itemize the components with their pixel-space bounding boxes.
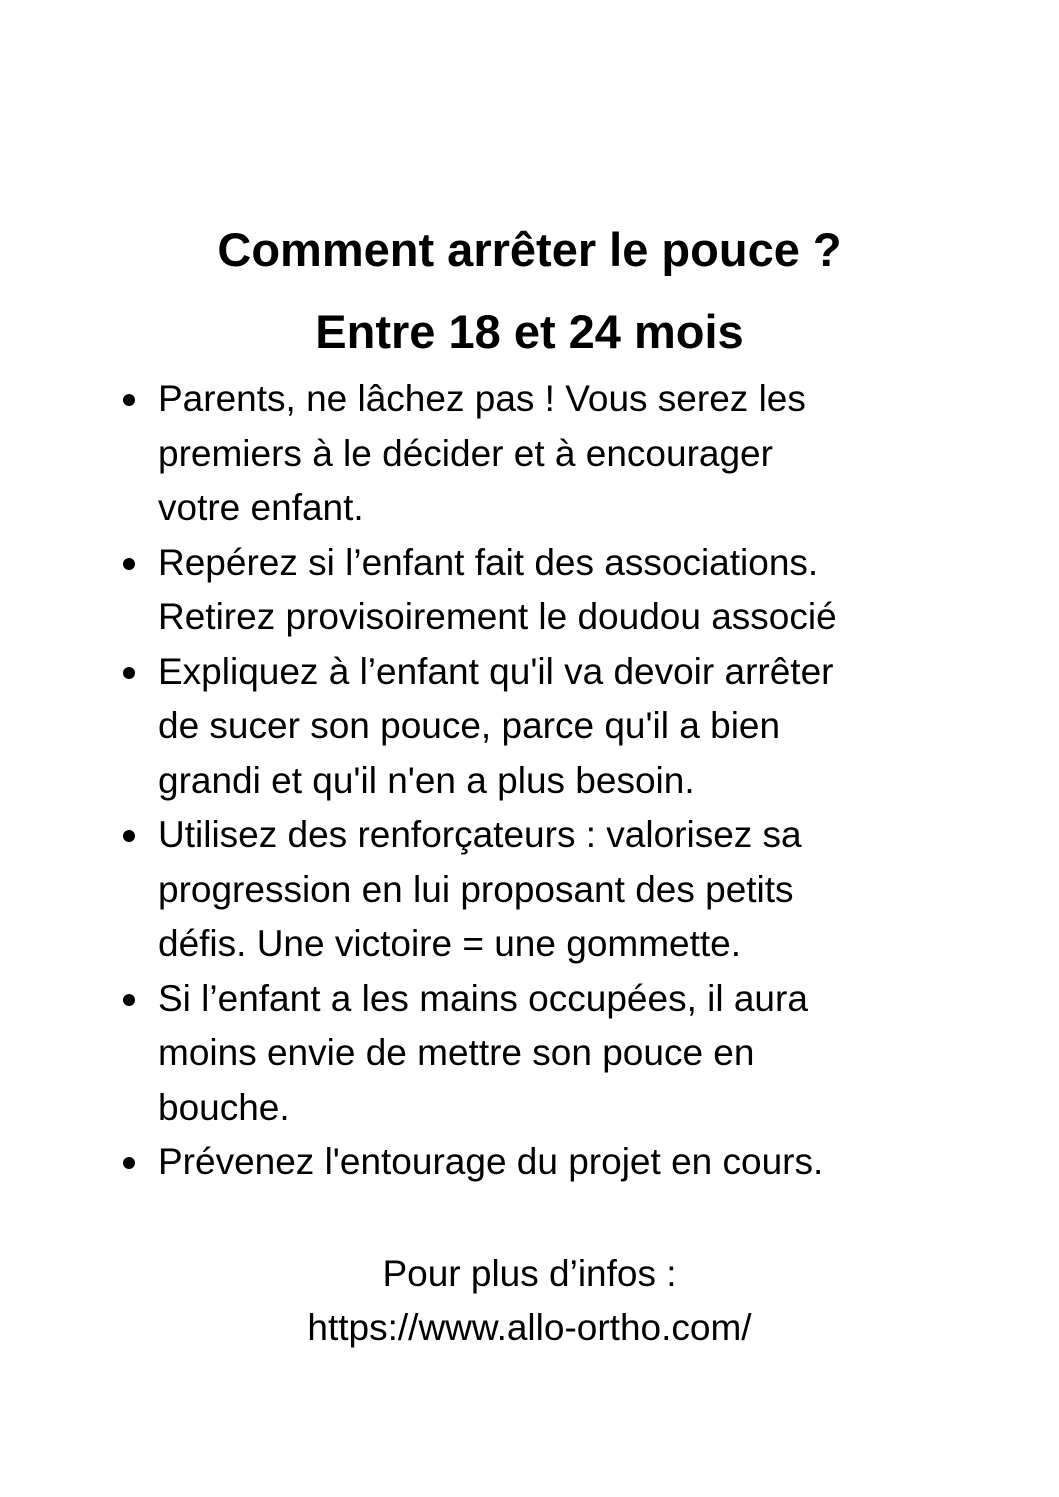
list-item-line: moins envie de mettre son pouce en [158,1032,755,1073]
list-item-line: de sucer son pouce, parce qu'il a bien [158,705,781,746]
bullet-icon [123,558,135,570]
list-item-line: Repérez si l’enfant fait des associations. [158,541,819,583]
list-item [120,972,1020,1136]
bullet-icon [123,667,135,679]
list-item-line: votre enfant. [158,487,364,528]
footer-label: Pour plus d’infos : [382,1253,677,1294]
list-item-line: bouche. [158,1086,290,1128]
list-item [120,645,1020,809]
page-title [0,209,1059,373]
bullet-icon [123,994,135,1006]
tips-list [120,372,1020,1190]
footer [0,1247,1059,1355]
list-item-line: Parents, ne lâchez pas ! Vous serez les [158,378,806,419]
list-item-line: Utilisez des renforçateurs : valorisez sa [158,814,802,855]
website-link[interactable]: https://www.allo-ortho.com/ [307,1307,752,1348]
list-item [120,536,1020,645]
title-line-1: Comment arrêter le pouce ? [217,223,842,277]
bullet-icon [123,1157,135,1169]
list-item [120,1135,1020,1190]
list-item-line: Retirez provisoirement le doudou associé [158,596,837,637]
list-item-line: progression en lui proposant des petits [158,868,794,910]
list-item-line: Si l’enfant a les mains occupées, il aura [158,977,808,1019]
list-item [120,808,1020,972]
title-line-2: Entre 18 et 24 mois [315,305,744,359]
list-item-line: Prévenez l'entourage du projet en cours. [158,1141,824,1182]
bullet-icon [123,830,135,842]
list-item-line: Expliquez à l’enfant qu'il va devoir arrêter [158,650,834,692]
list-item-line: premiers à le décider et à encourager [158,432,773,474]
list-item [120,372,1020,536]
list-item-line: défis. Une victoire = une gommette. [158,923,742,964]
list-item-line: grandi et qu'il n'en a plus besoin. [158,759,695,801]
bullet-icon [123,394,135,406]
